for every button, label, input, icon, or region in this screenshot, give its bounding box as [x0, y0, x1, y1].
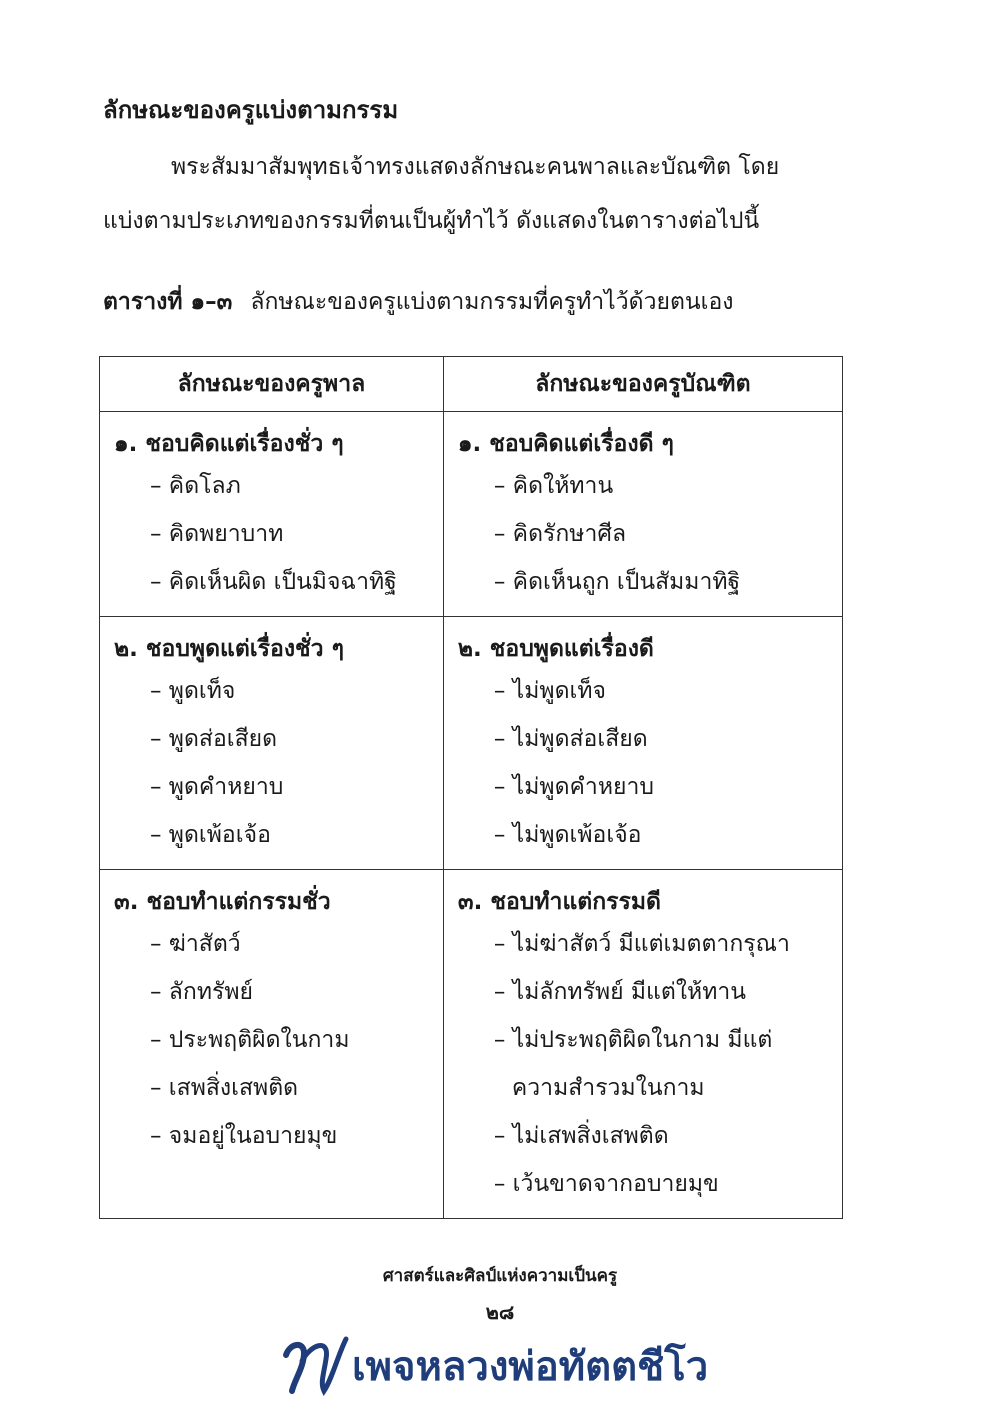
- comparison-table: [99, 356, 843, 1219]
- book-title: ศาสตร์และศิลป์แห่งความเป็นครู: [382, 1266, 618, 1286]
- list-item: – คิดรักษาศีล: [493, 521, 627, 547]
- fool-teacher-cell: [100, 412, 444, 617]
- list-item: – พูดส่อเสียด: [150, 726, 278, 752]
- group-title: ๑. ชอบคิดแต่เรื่องดี ๆ: [457, 431, 674, 457]
- list-item: ความสำรวมในกาม: [511, 1075, 705, 1101]
- group-title: ๑. ชอบคิดแต่เรื่องชั่ว ๆ: [114, 431, 344, 457]
- list-item: – คิดให้ทาน: [493, 473, 614, 499]
- table-header-row: [100, 357, 843, 412]
- group-title: ๒. ชอบพูดแต่เรื่องดี: [457, 636, 654, 662]
- table-row: [100, 870, 843, 1219]
- group-title: ๓. ชอบทำแต่กรรมดี: [457, 889, 661, 915]
- list-item: – พูดคำหยาบ: [150, 774, 284, 800]
- list-item: – ไม่ประพฤติผิดในกาม มีแต่: [493, 1027, 773, 1053]
- list-item: – ลักทรัพย์: [150, 979, 253, 1005]
- group-title: ๒. ชอบพูดแต่เรื่องชั่ว ๆ: [114, 636, 344, 662]
- wise-teacher-cell: [443, 870, 842, 1219]
- wise-teacher-cell: [443, 617, 842, 870]
- section-heading: ลักษณะของครูแบ่งตามกรรม: [103, 96, 399, 124]
- fool-teacher-cell: [100, 870, 444, 1219]
- header-fool-teacher: ลักษณะของครูพาล: [100, 357, 444, 412]
- table-row: [100, 617, 843, 870]
- list-item: – ไม่พูดส่อเสียด: [493, 726, 648, 752]
- intro-line-1: [103, 140, 843, 194]
- table-body: [100, 412, 843, 1219]
- list-item: – ไม่พูดเพ้อเจ้อ: [493, 822, 642, 848]
- list-item: – คิดเห็นถูก เป็นสัมมาทิฐิ: [493, 569, 741, 595]
- intro-line-1-text: พระสัมมาสัมพุทธเจ้าทรงแสดงลักษณะคนพาลและบัณฑิต โดย: [171, 154, 780, 180]
- list-item: – เสพสิ่งเสพติด: [150, 1075, 299, 1101]
- list-item: – จมอยู่ในอบายมุข: [150, 1123, 338, 1149]
- list-item: – เว้นขาดจากอบายมุข: [493, 1171, 719, 1197]
- header-wise-teacher: ลักษณะของครูบัณฑิต: [443, 357, 842, 412]
- table-caption-text: ลักษณะของครูแบ่งตามกรรมที่ครูทำไว้ด้วยตนเอง: [250, 289, 734, 315]
- intro-paragraph: [103, 140, 843, 248]
- list-item: – ไม่ฆ่าสัตว์ มีแต่เมตตากรุณา: [493, 931, 790, 957]
- list-item: – ไม่เสพสิ่งเสพติด: [493, 1123, 669, 1149]
- intro-line-2: แบ่งตามประเภทของกรรมที่ตนเป็นผู้ทำไว้ ดังแสดงในตารางต่อไปนี้: [103, 208, 760, 234]
- table-row: [100, 412, 843, 617]
- page-number: ๒๘: [485, 1300, 515, 1324]
- list-item: – พูดเท็จ: [150, 678, 236, 704]
- table-caption: [103, 284, 734, 320]
- list-item: – คิดเห็นผิด เป็นมิจฉาทิฐิ: [150, 569, 397, 595]
- list-item: – ไม่ลักทรัพย์ มีแต่ให้ทาน: [493, 979, 747, 1005]
- list-item: – คิดโลภ: [150, 473, 241, 499]
- wise-teacher-cell: [443, 412, 842, 617]
- brand-logo: [280, 1325, 708, 1397]
- fool-teacher-cell: [100, 617, 444, 870]
- list-item: – ประพฤติผิดในกาม: [150, 1027, 350, 1053]
- list-item: – ไม่พูดเท็จ: [493, 678, 607, 704]
- brand-emblem-icon: [280, 1325, 350, 1397]
- list-item: – ไม่พูดคำหยาบ: [493, 774, 654, 800]
- list-item: – คิดพยาบาท: [150, 521, 284, 547]
- group-title: ๓. ชอบทำแต่กรรมชั่ว: [114, 889, 331, 915]
- list-item: – ฆ่าสัตว์: [150, 931, 241, 957]
- brand-text: เพจหลวงพ่อทัตตชีโว: [352, 1344, 709, 1390]
- table-caption-label: ตารางที่ ๑–๓: [103, 289, 233, 315]
- list-item: – พูดเพ้อเจ้อ: [150, 822, 271, 848]
